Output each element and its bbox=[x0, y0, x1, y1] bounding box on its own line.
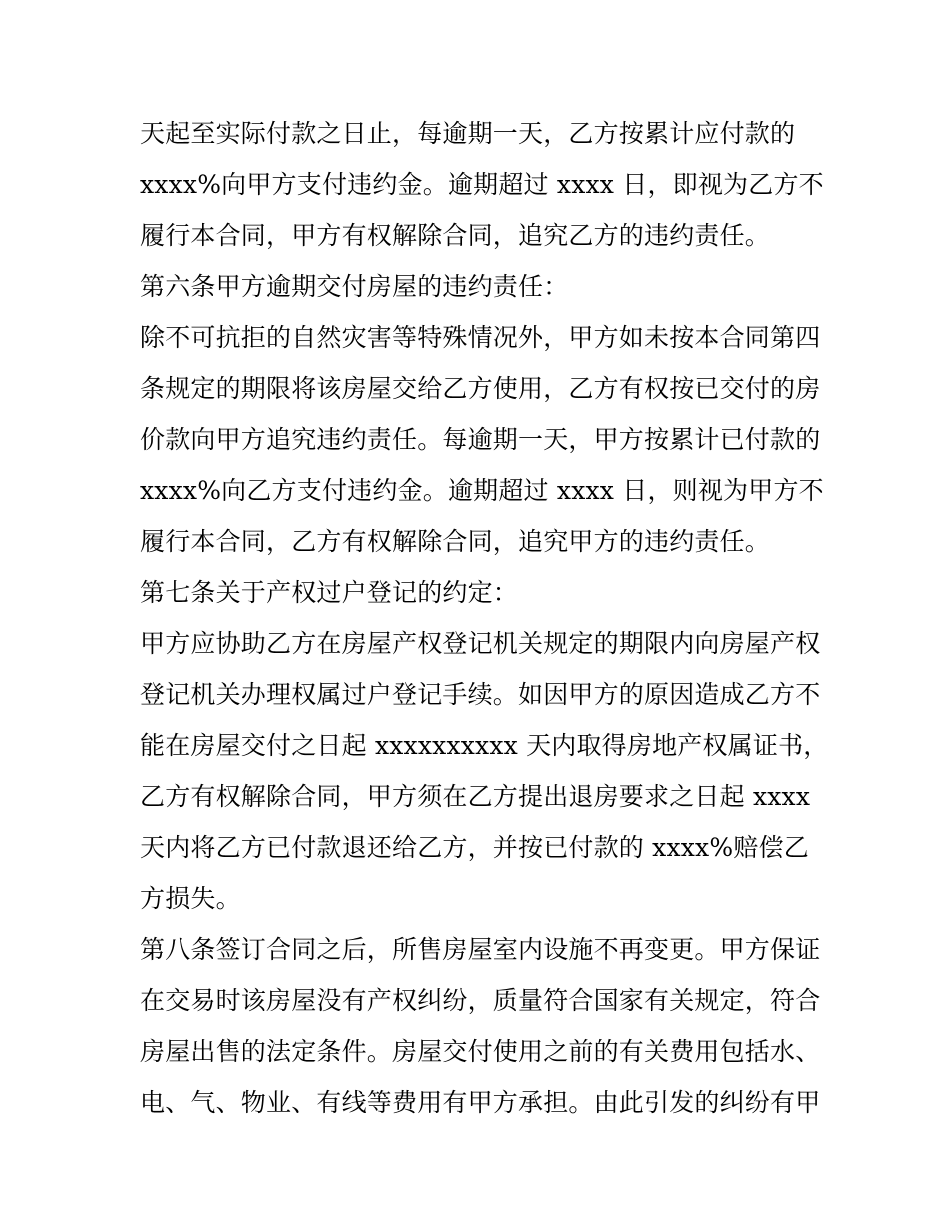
article-7-heading: 第七条关于产权过户登记的约定： bbox=[140, 578, 519, 607]
text-line: xxxx%向乙方支付违约金。逾期超过 xxxx 日，则视为甲方不 bbox=[140, 476, 824, 505]
text-line: 除不可抗拒的自然灾害等特殊情况外，甲方如未按本合同第四 bbox=[140, 323, 821, 352]
text-line: 履行本合同，甲方有权解除合同，追究乙方的违约责任。 bbox=[140, 221, 771, 250]
text-line: 乙方有权解除合同，甲方须在乙方提出退房要求之日起 xxxx bbox=[140, 782, 811, 811]
text-line: 登记机关办理权属过户登记手续。如因甲方的原因造成乙方不 bbox=[140, 680, 821, 709]
text-line: 能在房屋交付之日起 xxxxxxxxxx 天内取得房地产权属证书， bbox=[140, 731, 829, 760]
text-line: 电、气、物业、有线等费用有甲方承担。由此引发的纠纷有甲 bbox=[140, 1088, 821, 1117]
text-line: 履行本合同，乙方有权解除合同，追究甲方的违约责任。 bbox=[140, 527, 771, 556]
text-line: 天内将乙方已付款退还给乙方，并按已付款的 xxxx%赔偿乙 bbox=[140, 833, 809, 862]
text-line: 方损失。 bbox=[140, 884, 241, 913]
text-line: 天起至实际付款之日止，每逾期一天，乙方按累计应付款的 bbox=[140, 119, 796, 148]
article-6-heading: 第六条甲方逾期交付房屋的违约责任： bbox=[140, 272, 569, 301]
text-line: 甲方应协助乙方在房屋产权登记机关规定的期限内向房屋产权 bbox=[140, 629, 821, 658]
article-8-line: 第八条签订合同之后，所售房屋室内设施不再变更。甲方保证 bbox=[140, 935, 821, 964]
text-line: 价款向甲方追究违约责任。每逾期一天，甲方按累计已付款的 bbox=[140, 425, 821, 454]
text-line: xxxx%向甲方支付违约金。逾期超过 xxxx 日，即视为乙方不 bbox=[140, 170, 824, 199]
text-line: 条规定的期限将该房屋交给乙方使用，乙方有权按已交付的房 bbox=[140, 374, 821, 403]
contract-text bbox=[140, 108, 829, 1128]
text-line: 在交易时该房屋没有产权纠纷，质量符合国家有关规定，符合 bbox=[140, 986, 821, 1015]
text-line: 房屋出售的法定条件。房屋交付使用之前的有关费用包括水、 bbox=[140, 1037, 821, 1066]
